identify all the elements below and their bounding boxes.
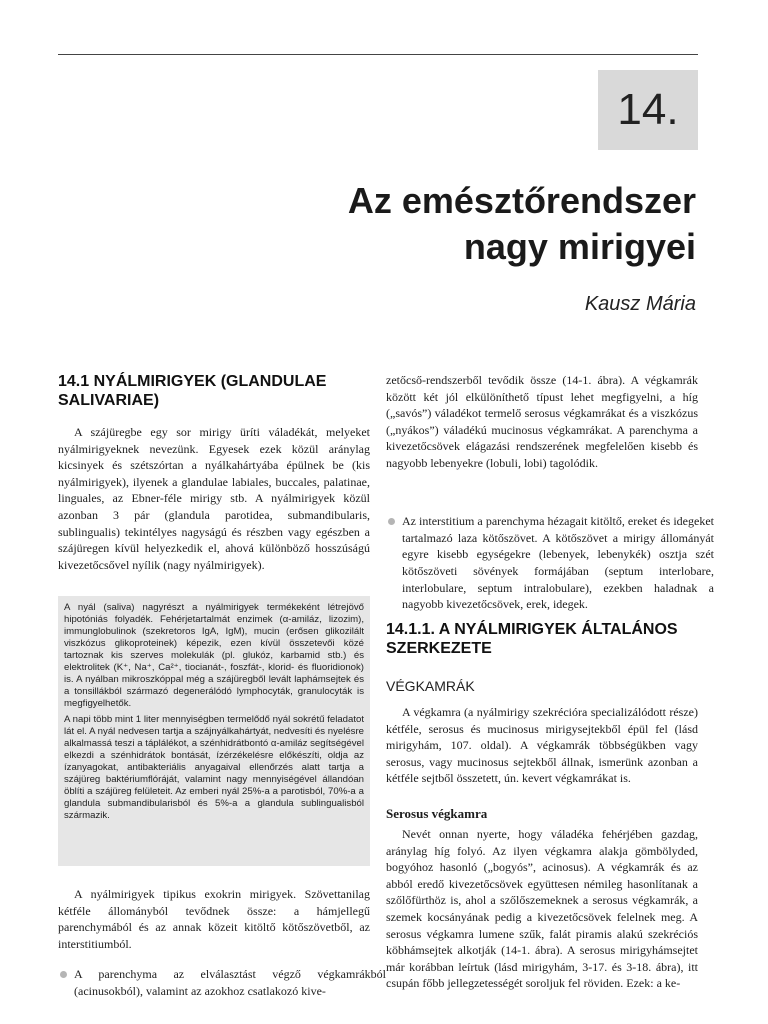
saliva-box-paragraph-1: A nyál (saliva) nagyrészt a nyálmirigyek termékeként létrejövő hipotóniás folyadék. Fehérjetartalmát enzimek (α-amiláz, lizozim), immunglobulinok (szekretoros IgA, IgM), mucin (erősen glikozilált viszkózus glikoproteinek) képezik, ezen kívül összetevői közé tartoznak kis szerves molekulák (pl. glukóz, karbamid stb.) és elektrolitek (K⁺, Na⁺, Ca²⁺, tiocianát-, foszfát-, klorid- és fluoridionok) is. A nyálban mikroszkóppal még a szájüregből levált laphámsejtek és a tonsillákból származó degenerálódó lymphocyták, granulocyták is megfigyelhetők. xyxy=(64,602,364,709)
serosus-paragraph: Nevét onnan nyerte, hogy váladéka fehérjében gazdag, aránylag híg folyó. Az ilyen végkamra alakja gömbölyded, bogyóhoz hasonló („bogyós”, acinosus). A végkamrák és az abból eredő kivezetőcsövek együttesen némileg hasonlítanak a szőlőfürthöz is, ahol a szőlőszemeknek a serosus végkamrák, a szemek kocsányának pedig a kivezetőcsövek felelnek meg. A serosus végkamra lumene szűk, falát piramis alakú szekréciós köbhámsejtek alkotják (14-1. ábra). A serosus mirigyhámsejtet már korábban leírtuk (lásd mirigyhám, 3-17. és 3-18. ábra), itt csupán főbb jellegzetességét soroljuk fel röviden. Ezek: a ke- xyxy=(386,827,698,991)
parenchyma-continuation-block xyxy=(386,372,698,472)
exocrine-paragraph-block xyxy=(58,886,370,952)
interstitium-bullet-text: Az interstitium a parenchyma hézagait kitöltő, ereket és idegeket tartalmazó laza kötőszövet. A kötőszövet a mirigy állományát egyre kisebb egységekre (lebenyek, lebenykék) osztja szét kötőszöveti sövények formájában (septum interlobare, interlobulare, septum intralobulare), ezekben haladnak a nagyobb kivezetőcsövek, erek, idegek. xyxy=(402,514,714,612)
section-heading-line2: SALIVARIAE) xyxy=(58,392,160,409)
vegkamra-paragraph-block xyxy=(386,704,698,787)
saliva-info-box xyxy=(58,596,370,866)
interstitium-bullet xyxy=(386,513,714,613)
chapter-title-line1: Az emésztőrendszer xyxy=(347,180,696,221)
bullet-dot-icon xyxy=(60,971,67,978)
chapter-title-line2: nagy mirigyei xyxy=(463,226,696,267)
subsection-heading-line1: 14.1.1. A NYÁLMIRIGYEK ÁLTALÁNOS xyxy=(386,621,678,638)
bullet-dot-icon xyxy=(388,518,395,525)
section-heading-line1: 14.1 NYÁLMIRIGYEK (GLANDULAE xyxy=(58,373,327,390)
saliva-box-paragraph-2: A napi több mint 1 liter mennyiségben termelődő nyál sokrétű feladatot lát el. A nyál nedvesen tartja a szájnyálkahártyát, nedvesíti és nyelésre alkalmassá teszi a táplálékot, a szénhidrátbontó α-amiláz segítségével elkezdi a szénhidrátok bontását, ízérzékelésre előkészíti, oldja az ízanyagokat, antibakteriális anyagaival ellenőrzés alatt tartja a szájüreg baktériumflóráját, valamint nagy mennyiségével állandóan öblíti a szájüreg felületeit. Az emberi nyál 25%-a a parotisból, 70%-a a glandula submandibularisból és 5%-a a glandula sublingualisból származik. xyxy=(64,714,364,821)
chapter-title xyxy=(348,178,696,270)
intro-paragraph-block xyxy=(58,424,370,573)
top-rule xyxy=(58,54,698,55)
section-heading xyxy=(58,372,370,410)
parenchyma-bullet xyxy=(58,966,386,999)
serosus-heading: Serosus végkamra xyxy=(386,806,488,821)
subsection-heading xyxy=(386,620,698,658)
serosus-paragraph-block xyxy=(386,826,698,992)
parenchyma-bullet-text: A parenchyma az elválasztást végző végkamrákból (acinusokból), valamint az azokhoz csatlakozó kive- xyxy=(74,967,386,998)
intro-paragraph: A szájüregbe egy sor mirigy üríti váladékát, melyeket nyálmirigyeknek nevezünk. Egyesek ezek közül aránylag kicsinyek és szétszórtan a nyálkahártyába épülnek be (kis nyálmirigyek), ilyenek a glandulae labiales, buccales, palatinae, linguales, az Ebner-féle mirigy stb. A nyálmirigyek közül azonban 3 pár (glandula parotidea, submandibularis, sublingualis) tekintélyes nagyságú és részben vagy egészben a szájüregen kívül helyezkedik el, ahová különböző hosszúságú kivezetőcsővel nyílik (nagy nyálmirigyek). xyxy=(58,425,370,572)
chapter-number: 14. xyxy=(598,70,698,150)
vegkamrak-heading: VÉGKAMRÁK xyxy=(386,678,475,694)
subsection-heading-line2: SZERKEZETE xyxy=(386,640,492,657)
vegkamra-paragraph: A végkamra (a nyálmirigy szekrécióra specializálódott része) kétféle, serosus és mucinosus mirigysejtekből épül fel (lásd mirigyhám, 107. oldal). A végkamrák többségükben vagy serosus, vagy mucinosus sejtekből állnak, ismerünk azonban a kétféle sejtből összetett, ún. kevert végkamrákat is. xyxy=(386,705,698,786)
exocrine-paragraph: A nyálmirigyek tipikus exokrin mirigyek. Szövettanilag kétféle állományból tevődnek össze: a hámjellegű parenchymából és az annak közeit kitöltő kötőszövetből, az interstitiumból. xyxy=(58,887,370,951)
parenchyma-continuation: zetőcső-rendszerből tevődik össze (14-1. ábra). A végkamrák között két jól elkülöníthető típust lehet megfigyelni, a híg („savós”) váladékot termelő serosus végkamrákat és a viszkózus („nyákos”) váladékú mucinosus végkamrákat. A parenchyma a kivezetőcsövek elágazási rendszerének megfelelően kisebb és nagyobb lebenyekre (lobuli, lobi) tagolódik. xyxy=(386,373,698,470)
chapter-author: Kausz Mária xyxy=(584,293,696,315)
